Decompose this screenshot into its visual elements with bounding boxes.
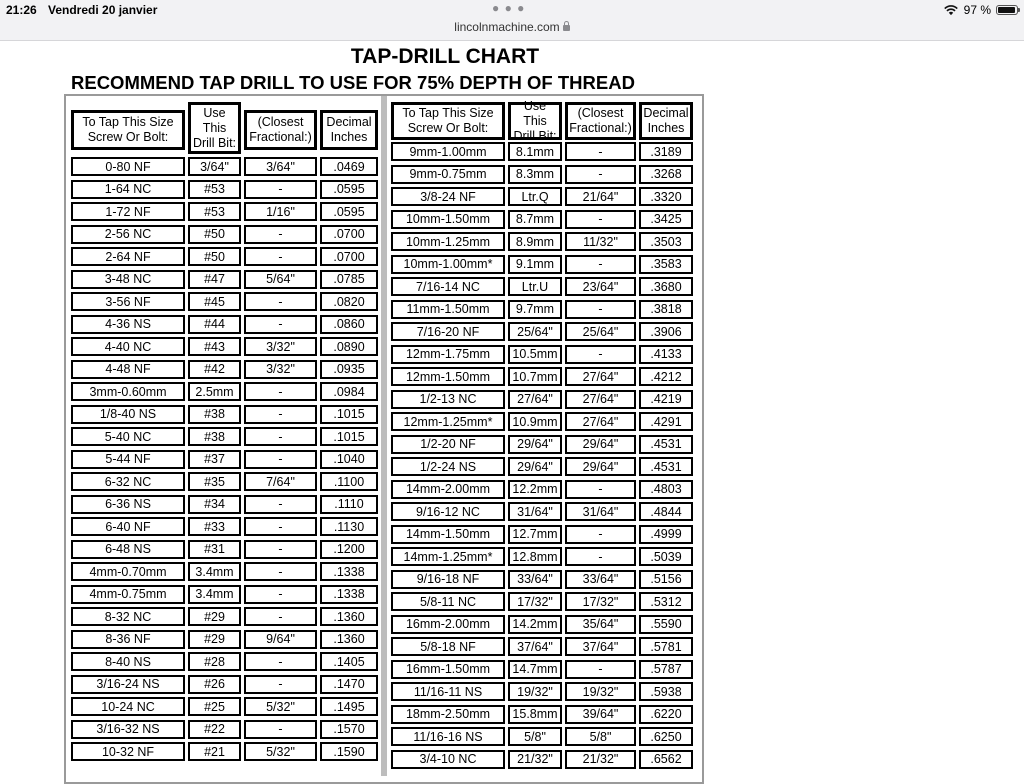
table-cell: 14mm-1.25mm* (391, 547, 505, 566)
header-cell: Decimal Inches (320, 110, 378, 150)
table-cell: #34 (188, 495, 241, 514)
table-cell: .0700 (320, 247, 378, 266)
table-cell: 5/8" (565, 727, 636, 746)
table-cell: 17/32" (565, 592, 636, 611)
table-cell: Ltr.Q (508, 187, 562, 206)
table-cell: 17/32" (508, 592, 562, 611)
table-cell: 37/64" (508, 637, 562, 656)
table-cell: 2-64 NF (71, 247, 185, 266)
table-cell: 11/32" (565, 232, 636, 251)
table-cell: #25 (188, 697, 241, 716)
table-cell: .1200 (320, 540, 378, 559)
table-cell: 9mm-1.00mm (391, 142, 505, 161)
table-cell: Ltr.U (508, 277, 562, 296)
table-cell: - (565, 660, 636, 679)
table-cell: - (565, 547, 636, 566)
header-cell: To Tap This Size Screw Or Bolt: (391, 102, 505, 140)
table-cell: 3-48 NC (71, 270, 185, 289)
table-cell: 6-32 NC (71, 472, 185, 491)
table-cell: 0-80 NF (71, 157, 185, 176)
table-cell: - (565, 142, 636, 161)
table-cell: - (565, 480, 636, 499)
table-cell: 14.7mm (508, 660, 562, 679)
table-cell: - (244, 315, 317, 334)
table-cell: 19/32" (508, 682, 562, 701)
status-right (943, 3, 1018, 17)
table-cell: 29/64" (565, 435, 636, 454)
table-cell: #35 (188, 472, 241, 491)
table-cell: .5312 (639, 592, 693, 611)
table-cell: 5/8-11 NC (391, 592, 505, 611)
table-cell: 14mm-2.00mm (391, 480, 505, 499)
table-cell: 1/2-24 NS (391, 457, 505, 476)
table-cell: 7/64" (244, 472, 317, 491)
table-cell: - (244, 225, 317, 244)
table-cell: 10.9mm (508, 412, 562, 431)
table-cell: 1-64 NC (71, 180, 185, 199)
table-cell: #31 (188, 540, 241, 559)
table-cell: 8.7mm (508, 210, 562, 229)
table-cell: .4219 (639, 390, 693, 409)
table-cell: 21/32" (508, 750, 562, 769)
table-cell: .0860 (320, 315, 378, 334)
table-cell: .1360 (320, 630, 378, 649)
table-cell: 10mm-1.25mm (391, 232, 505, 251)
table-cell: - (565, 300, 636, 319)
table-cell: 5-44 NF (71, 450, 185, 469)
table-cell: .0469 (320, 157, 378, 176)
table-cell: 7/16-14 NC (391, 277, 505, 296)
table-cell: 4mm-0.75mm (71, 585, 185, 604)
battery-percent: 97 % (963, 3, 991, 17)
table-cell: .5590 (639, 615, 693, 634)
table-cell: 12.7mm (508, 525, 562, 544)
table-cell: 31/64" (508, 502, 562, 521)
header-cell: (Closest Fractional:) (244, 110, 317, 150)
table-cell: .1338 (320, 585, 378, 604)
table-cell: .3268 (639, 165, 693, 184)
table-cell: .3906 (639, 322, 693, 341)
table-cell: 10.7mm (508, 367, 562, 386)
table-cell: 8.1mm (508, 142, 562, 161)
table-cell: #44 (188, 315, 241, 334)
table-cell: .0820 (320, 292, 378, 311)
table-cell: .1590 (320, 742, 378, 761)
table-cell: #47 (188, 270, 241, 289)
table-cell: .1360 (320, 607, 378, 626)
table-cell: - (244, 607, 317, 626)
lock-icon (563, 25, 570, 31)
table-cell: 5/32" (244, 742, 317, 761)
table-cell: 4mm-0.70mm (71, 562, 185, 581)
table-cell: #28 (188, 652, 241, 671)
table-cell: 37/64" (565, 637, 636, 656)
table-cell: 5-40 NC (71, 427, 185, 446)
table-cell: 11mm-1.50mm (391, 300, 505, 319)
table-cell: .1570 (320, 720, 378, 739)
table-cell: #38 (188, 427, 241, 446)
table-cell: 3/16-24 NS (71, 675, 185, 694)
table-cell: #53 (188, 202, 241, 221)
table-cell: .1110 (320, 495, 378, 514)
table-cell: 10mm-1.00mm* (391, 255, 505, 274)
table-cell: .3583 (639, 255, 693, 274)
header-cell: Use This Drill Bit: (508, 102, 562, 140)
header-cell: (Closest Fractional:) (565, 102, 636, 140)
table-cell: 8-36 NF (71, 630, 185, 649)
table-cell: 3/32" (244, 360, 317, 379)
table-cell: 15.8mm (508, 705, 562, 724)
table-cell: .4803 (639, 480, 693, 499)
table-cell: 8-32 NC (71, 607, 185, 626)
table-cell: 9/16-18 NF (391, 570, 505, 589)
table-cell: 9.1mm (508, 255, 562, 274)
table-cell: 1/2-13 NC (391, 390, 505, 409)
table-cell: .4844 (639, 502, 693, 521)
table-cell: 27/64" (565, 390, 636, 409)
table-cell: .3818 (639, 300, 693, 319)
table-cell: .3680 (639, 277, 693, 296)
table-cell: 3mm-0.60mm (71, 382, 185, 401)
table-cell: .1015 (320, 427, 378, 446)
page-subtitle: RECOMMEND TAP DRILL TO USE FOR 75% DEPTH OF THREAD (71, 72, 635, 93)
table-cell: .0984 (320, 382, 378, 401)
table-cell: - (244, 180, 317, 199)
table-cell: 6-40 NF (71, 517, 185, 536)
battery-icon (996, 5, 1018, 15)
table-cell: .3320 (639, 187, 693, 206)
table-cell: 25/64" (565, 322, 636, 341)
table-cell: 4-36 NS (71, 315, 185, 334)
table-cell: - (565, 210, 636, 229)
table-cell: .5156 (639, 570, 693, 589)
table-cell: 3.4mm (188, 562, 241, 581)
table-cell: 29/64" (565, 457, 636, 476)
address-bar[interactable] (0, 20, 1024, 34)
table-cell: #42 (188, 360, 241, 379)
table-cell: .5039 (639, 547, 693, 566)
table-cell: .0595 (320, 180, 378, 199)
table-cell: - (244, 450, 317, 469)
table-cell: #26 (188, 675, 241, 694)
table-cell: 10mm-1.50mm (391, 210, 505, 229)
table-cell: 21/64" (565, 187, 636, 206)
clock: 21:26 (6, 3, 37, 17)
table-cell: .4531 (639, 435, 693, 454)
table-cell: .1015 (320, 405, 378, 424)
table-cell: 9mm-0.75mm (391, 165, 505, 184)
table-cell: .3425 (639, 210, 693, 229)
table-cell: .0935 (320, 360, 378, 379)
table-cell: #21 (188, 742, 241, 761)
table-cell: 19/32" (565, 682, 636, 701)
table-cell: 5/64" (244, 270, 317, 289)
table-cell: 27/64" (565, 412, 636, 431)
table-cell: 3/8-24 NF (391, 187, 505, 206)
table-cell: 9/64" (244, 630, 317, 649)
table-cell: 5/8" (508, 727, 562, 746)
table-cell: 11/16-11 NS (391, 682, 505, 701)
table-cell: 9.7mm (508, 300, 562, 319)
table-cell: 12mm-1.25mm* (391, 412, 505, 431)
table-cell: 10.5mm (508, 345, 562, 364)
table-cell: .1338 (320, 562, 378, 581)
table-cell: - (565, 165, 636, 184)
table-cell: - (565, 345, 636, 364)
table-cell: .3503 (639, 232, 693, 251)
table-cell: 1/8-40 NS (71, 405, 185, 424)
table-cell: - (565, 525, 636, 544)
table-cell: #29 (188, 607, 241, 626)
table-cell: .6562 (639, 750, 693, 769)
table-cell: 10-24 NC (71, 697, 185, 716)
table-cell: 21/32" (565, 750, 636, 769)
table-cell: 3/32" (244, 337, 317, 356)
table-cell: 3/64" (188, 157, 241, 176)
table-cell: 1/16" (244, 202, 317, 221)
url-text: lincolnmachine.com (454, 20, 560, 34)
header-cell: Decimal Inches (639, 102, 693, 140)
table-cell: 18mm-2.50mm (391, 705, 505, 724)
table-cell: .3189 (639, 142, 693, 161)
table-cell: 4-40 NC (71, 337, 185, 356)
table-cell: 12mm-1.50mm (391, 367, 505, 386)
table-cell: .5781 (639, 637, 693, 656)
table-cell: .6220 (639, 705, 693, 724)
header-cell: To Tap This Size Screw Or Bolt: (71, 110, 185, 150)
table-cell: 4-48 NF (71, 360, 185, 379)
table-cell: 33/64" (508, 570, 562, 589)
table-cell: .0890 (320, 337, 378, 356)
table-cell: 12.8mm (508, 547, 562, 566)
table-cell: 10-32 NF (71, 742, 185, 761)
table-cell: .1405 (320, 652, 378, 671)
table-cell: #43 (188, 337, 241, 356)
table-cell: #29 (188, 630, 241, 649)
table-cell: 14mm-1.50mm (391, 525, 505, 544)
table-cell: .5787 (639, 660, 693, 679)
table-cell: .4133 (639, 345, 693, 364)
table-cell: .6250 (639, 727, 693, 746)
table-cell: 11/16-16 NS (391, 727, 505, 746)
table-cell: .5938 (639, 682, 693, 701)
table-cell: 3/4-10 NC (391, 750, 505, 769)
table-cell: 6-36 NS (71, 495, 185, 514)
table-cell: 14.2mm (508, 615, 562, 634)
table-cell: 8.3mm (508, 165, 562, 184)
table-cell: 5/8-18 NF (391, 637, 505, 656)
table-cell: - (244, 247, 317, 266)
table-cell: 6-48 NS (71, 540, 185, 559)
table-cell: .4531 (639, 457, 693, 476)
table-cell: .1100 (320, 472, 378, 491)
table-cell: 1/2-20 NF (391, 435, 505, 454)
table-cell: 29/64" (508, 435, 562, 454)
table-cell: - (244, 382, 317, 401)
header-cell: Use This Drill Bit: (188, 102, 241, 154)
table-cell: 12mm-1.75mm (391, 345, 505, 364)
table-cell: #45 (188, 292, 241, 311)
table-cell: .0785 (320, 270, 378, 289)
table-cell: - (244, 427, 317, 446)
table-cell: .1040 (320, 450, 378, 469)
table-cell: - (244, 292, 317, 311)
table-cell: 27/64" (508, 390, 562, 409)
table-cell: - (244, 517, 317, 536)
table-cell: - (244, 675, 317, 694)
table-cell: #38 (188, 405, 241, 424)
table-cell: 35/64" (565, 615, 636, 634)
table-cell: .1470 (320, 675, 378, 694)
table-cell: 5/32" (244, 697, 317, 716)
table-cell: .0595 (320, 202, 378, 221)
table-cell: #50 (188, 247, 241, 266)
table-cell: - (244, 720, 317, 739)
column-separator (381, 96, 387, 776)
table-cell: 33/64" (565, 570, 636, 589)
table-cell: 2.5mm (188, 382, 241, 401)
table-cell: 8.9mm (508, 232, 562, 251)
table-cell: - (244, 585, 317, 604)
table-cell: 25/64" (508, 322, 562, 341)
status-bar (0, 0, 1024, 41)
table-cell: 31/64" (565, 502, 636, 521)
table-cell: .4291 (639, 412, 693, 431)
table-cell: .4212 (639, 367, 693, 386)
table-cell: 8-40 NS (71, 652, 185, 671)
table-cell: - (244, 652, 317, 671)
table-cell: .1130 (320, 517, 378, 536)
table-cell: 16mm-1.50mm (391, 660, 505, 679)
table-cell: 1-72 NF (71, 202, 185, 221)
table-cell: #37 (188, 450, 241, 469)
table-cell: 3/16-32 NS (71, 720, 185, 739)
table-cell: 39/64" (565, 705, 636, 724)
table-cell: 2-56 NC (71, 225, 185, 244)
table-cell: .0700 (320, 225, 378, 244)
table-cell: #22 (188, 720, 241, 739)
table-cell: 3-56 NF (71, 292, 185, 311)
table-cell: - (244, 495, 317, 514)
wifi-icon (943, 5, 959, 16)
table-cell: 3.4mm (188, 585, 241, 604)
table-cell: 27/64" (565, 367, 636, 386)
table-cell: 23/64" (565, 277, 636, 296)
table-cell: 16mm-2.00mm (391, 615, 505, 634)
table-cell: - (244, 562, 317, 581)
date: Vendredi 20 janvier (48, 3, 158, 17)
more-dots-icon[interactable]: ● ● ● (492, 1, 526, 15)
table-cell: #53 (188, 180, 241, 199)
table-cell: .4999 (639, 525, 693, 544)
table-cell: #50 (188, 225, 241, 244)
table-cell: - (565, 255, 636, 274)
table-cell: 12.2mm (508, 480, 562, 499)
page-title: TAP-DRILL CHART (350, 45, 540, 68)
table-cell: 3/64" (244, 157, 317, 176)
table-cell: .1495 (320, 697, 378, 716)
table-cell: 7/16-20 NF (391, 322, 505, 341)
table-cell: - (244, 540, 317, 559)
table-cell: 9/16-12 NC (391, 502, 505, 521)
table-cell: 29/64" (508, 457, 562, 476)
table-cell: - (244, 405, 317, 424)
table-cell: #33 (188, 517, 241, 536)
